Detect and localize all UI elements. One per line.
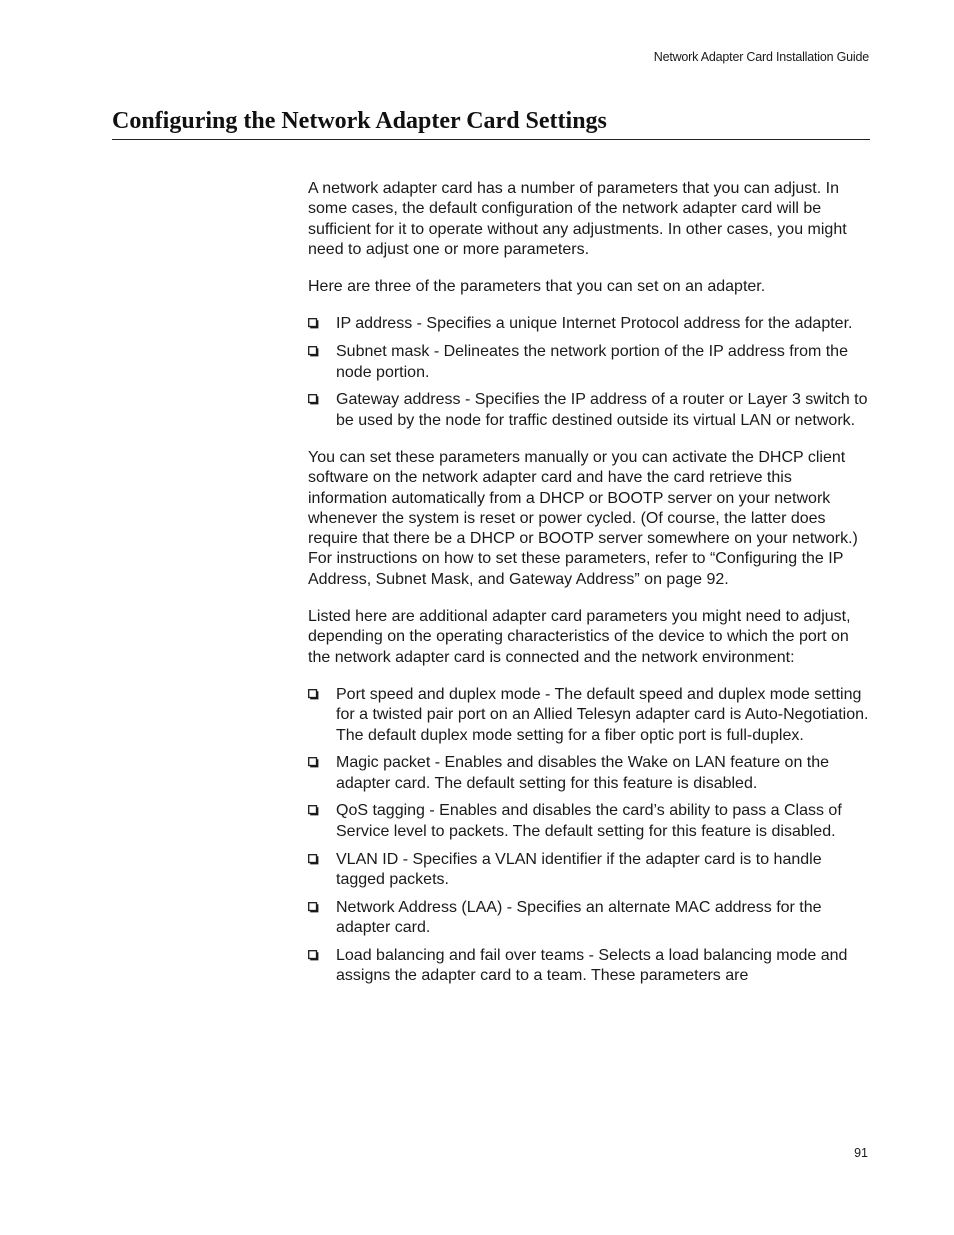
dhcp-paragraph: You can set these parameters manually or you can activate the DHCP client software on the network adapter card and have the card retrieve this information automatically from a DHCP or BOOTP server on your network whenever the system is reset or power cycled. (Of course, the latter does require that there be a DHCP or BOOTP server somewhere on your network.) For instructions on how to set these parameters, refer to “Configuring the IP Address, Subnet Mask, and Gateway Address” on page 92.	[308, 448, 858, 588]
list-item-text: Port speed and duplex mode - The default speed and duplex mode setting for a twisted pair port on an Allied Telesyn adapter card is Auto-Negotiation. The default duplex mode setting for a fiber optic port is full-duplex.	[336, 685, 869, 744]
list-item	[308, 801, 873, 842]
list-item-text: Gateway address - Specifies the IP address of a router or Layer 3 switch to be used by the node for traffic destined outside its virtual LAN or network.	[336, 391, 868, 429]
list-item	[308, 946, 873, 987]
checkbox-icon	[308, 950, 319, 961]
additional-paragraph: Listed here are additional adapter card parameters you might need to adjust, depending on the operating characteristics of the device to which the port on the network adapter card is connected and the network environment:	[308, 608, 851, 666]
list-item	[308, 898, 873, 939]
list-item	[308, 753, 873, 794]
intro-paragraph: A network adapter card has a number of parameters that you can adjust. In some cases, the default configuration of the network adapter card will be sufficient for it to operate without any adjustments. In other cases, you might need to adjust one or more parameters.	[308, 180, 847, 258]
list-item-text: QoS tagging - Enables and disables the card’s ability to pass a Class of Service level to packets. The default setting for this feature is disabled.	[336, 802, 842, 840]
checkbox-icon	[308, 902, 319, 913]
list-item	[308, 390, 873, 431]
section-title: Configuring the Network Adapter Card Settings	[112, 106, 870, 140]
list-item	[308, 342, 873, 383]
list-item-text: Network Address (LAA) - Specifies an alternate MAC address for the adapter card.	[336, 898, 822, 936]
checkbox-icon	[308, 757, 319, 768]
checkbox-icon	[308, 346, 319, 357]
list-item	[308, 314, 873, 334]
checkbox-icon	[308, 854, 319, 865]
checkbox-icon	[308, 689, 319, 700]
body-content	[308, 179, 873, 1003]
list-item	[308, 850, 873, 891]
basic-parameters-list	[308, 314, 873, 430]
page-number: 91	[854, 1146, 868, 1160]
list-item-text: IP address - Specifies a unique Internet Protocol address for the adapter.	[336, 315, 853, 333]
list-item-text: Magic packet - Enables and disables the Wake on LAN feature on the adapter card. The default setting for this feature is disabled.	[336, 754, 830, 792]
checkbox-icon	[308, 394, 319, 405]
checkbox-icon	[308, 805, 319, 816]
running-header: Network Adapter Card Installation Guide	[653, 50, 869, 64]
list-item	[308, 685, 873, 746]
checkbox-icon	[308, 318, 319, 329]
lead-in-paragraph: Here are three of the parameters that you can set on an adapter.	[308, 278, 766, 296]
list-item-text: Subnet mask - Delineates the network portion of the IP address from the node portion.	[336, 343, 848, 381]
list-item-text: Load balancing and fail over teams - Selects a load balancing mode and assigns the adapter card to a team. These parameters are	[336, 946, 848, 984]
additional-parameters-list	[308, 685, 873, 986]
list-item-text: VLAN ID - Specifies a VLAN identifier if the adapter card is to handle tagged packets.	[336, 850, 822, 888]
